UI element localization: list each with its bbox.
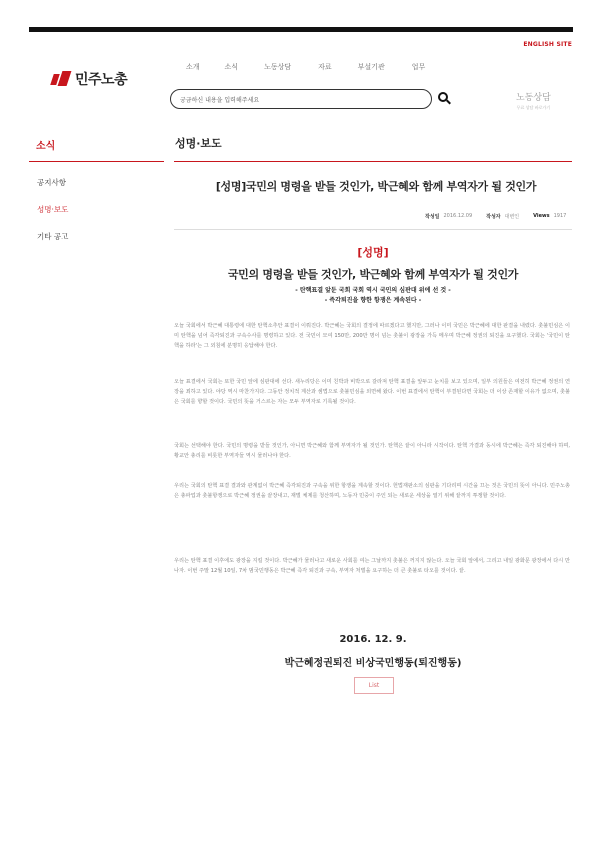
counsel-link[interactable]: [516, 90, 551, 111]
sidebar-item-other-notices[interactable]: 기타 공고: [37, 232, 69, 241]
logo-text: 민주노총: [75, 72, 128, 88]
nav-item-affiliates[interactable]: 부설기관: [357, 63, 385, 71]
nav-item-work[interactable]: 업무: [411, 63, 426, 71]
post-meta: [425, 213, 566, 220]
statement-date: 2016. 12. 9.: [339, 634, 407, 645]
sidebar-item-notice[interactable]: 공지사항: [37, 178, 66, 187]
author-label: 작성자: [486, 214, 501, 220]
search-input[interactable]: 궁금하신 내용을 입력해주세요: [170, 89, 432, 109]
nav-item-intro[interactable]: 소개: [186, 63, 200, 71]
search-icon[interactable]: [438, 92, 452, 106]
content-divider: [174, 229, 572, 230]
statement-label: [성명]: [357, 246, 389, 259]
date-value: 2016.12.09: [443, 213, 473, 219]
body-paragraph: 우리는 탄핵 표결 이후에도 광장을 지킬 것이다. 박근혜가 물러나고 새로운 사회를 여는 그날까지 촛불은 꺼지지 않는다. 오늘 국회 앞에서, 그리고 내일 광화문 광장에서 다시 만나자. 이번 주말 12월 10일, 7차 범국민행동은 박근혜 즉각 퇴진과 구속, 부역자 처벌을 요구하는 더 큰 촛불로 타오를 것이다. 끝.: [174, 558, 570, 574]
body-paragraph: 국회는 선택해야 한다. 국민의 명령을 받들 것인가, 아니면 박근혜와 함께 부역자가 될 것인가. 탄핵은 끝이 아니라 시작이다. 탄핵 가결과 동시에 박근혜는 즉각 퇴진해야 하며, 황교안 총리를 비롯한 부역자들 역시 물러나야 한다.: [174, 443, 570, 459]
author-value: 대변인: [504, 214, 520, 220]
top-bar: [29, 27, 573, 32]
nav-item-resources[interactable]: 자료: [318, 63, 332, 71]
english-site-link[interactable]: ENGLISH SITE: [523, 41, 572, 48]
statement-title: 국민의 명령을 받들 것인가, 박근혜와 함께 부역자가 될 것인가: [227, 268, 519, 281]
statement-subtitle: - 즉각퇴진을 향한 항쟁은 계속된다 -: [324, 297, 422, 304]
sidebar-title: 소식: [36, 141, 56, 152]
main-nav: [186, 62, 425, 72]
nav-item-counsel[interactable]: 노동상담: [264, 63, 292, 71]
post-title: [성명]국민의 명령을 받들 것인가, 박근혜와 함께 부역자가 될 것인가: [215, 180, 537, 193]
logo[interactable]: [52, 69, 127, 89]
counsel-title: 노동상담: [516, 93, 551, 103]
sidebar-item-statements[interactable]: 성명·보도: [37, 205, 69, 214]
page-title: 성명·보도: [175, 137, 222, 150]
statement-org: 박근혜정권퇴진 비상국민행동(퇴진행동): [284, 658, 462, 669]
logo-mark-icon: [52, 71, 72, 87]
views-value: 1917: [553, 213, 567, 219]
date-label: 작성일: [425, 214, 440, 220]
list-button[interactable]: List: [354, 677, 394, 694]
body-paragraph: 오늘 표결에서 국회는 또한 국민 앞에 심판대에 선다. 새누리당은 이미 친박과 비박으로 갈라져 탄핵 표결을 앞두고 눈치를 보고 있으며, 일부 의원들은 여전히 박근혜 정권의 연장을 꾀하고 있다. 야당 역시 마찬가지다. 그동안 정치적 계산과 셈법으로 촛불민심을 외면해 왔다. 이번 표결에서 탄핵이 부결된다면 국회는 더 이상 존재할 이유가 없으며, 촛불은 국회를 향할 것이다. 국민의 뜻을 거스르는 자는 모두 부역자로 기록될 것이다.: [174, 379, 570, 405]
views-label: Views: [533, 213, 550, 219]
nav-item-news[interactable]: 소식: [224, 63, 239, 71]
section-divider: [174, 161, 572, 162]
statement-subtitle: - 탄핵표결 앞둔 국회 국회 역시 국민의 심판대 위에 선 것 -: [295, 287, 451, 294]
body-paragraph: 우리는 국회의 탄핵 표결 결과와 관계없이 박근혜 즉각퇴진과 구속을 위한 항쟁을 계속할 것이다. 헌법재판소의 심판을 기다리며 시간을 끄는 것은 국민의 뜻이 아니다. 민주노총은 총파업과 촛불항쟁으로 박근혜 정권을 끝장내고, 재벌 체제를 청산하며, 노동자 민중이 주인 되는 새로운 세상을 열기 위해 끝까지 투쟁할 것이다.: [174, 483, 570, 499]
body-paragraph: 오늘 국회에서 박근혜 대통령에 대한 탄핵소추안 표결이 이뤄진다. 박근혜는 국회의 결정에 따르겠다고 했지만, 그러나 이미 국민은 박근혜에 대한 판결을 내렸다. 촛불민심은 이미 탄핵을 넘어 즉각퇴진과 구속수사를 명령하고 있다. 전 국민이 모여 150만, 200만 명이 넘는 촛불이 광장을 가득 메우며 박근혜 정권의 퇴진을 요구했다. 국회는 '국민이 탄핵을 하라'는 그 외침에 분명히 응답해야 한다.: [174, 323, 570, 349]
sidebar-divider: [29, 161, 164, 162]
counsel-subtitle: 무료 상담 바로가기: [516, 105, 551, 110]
